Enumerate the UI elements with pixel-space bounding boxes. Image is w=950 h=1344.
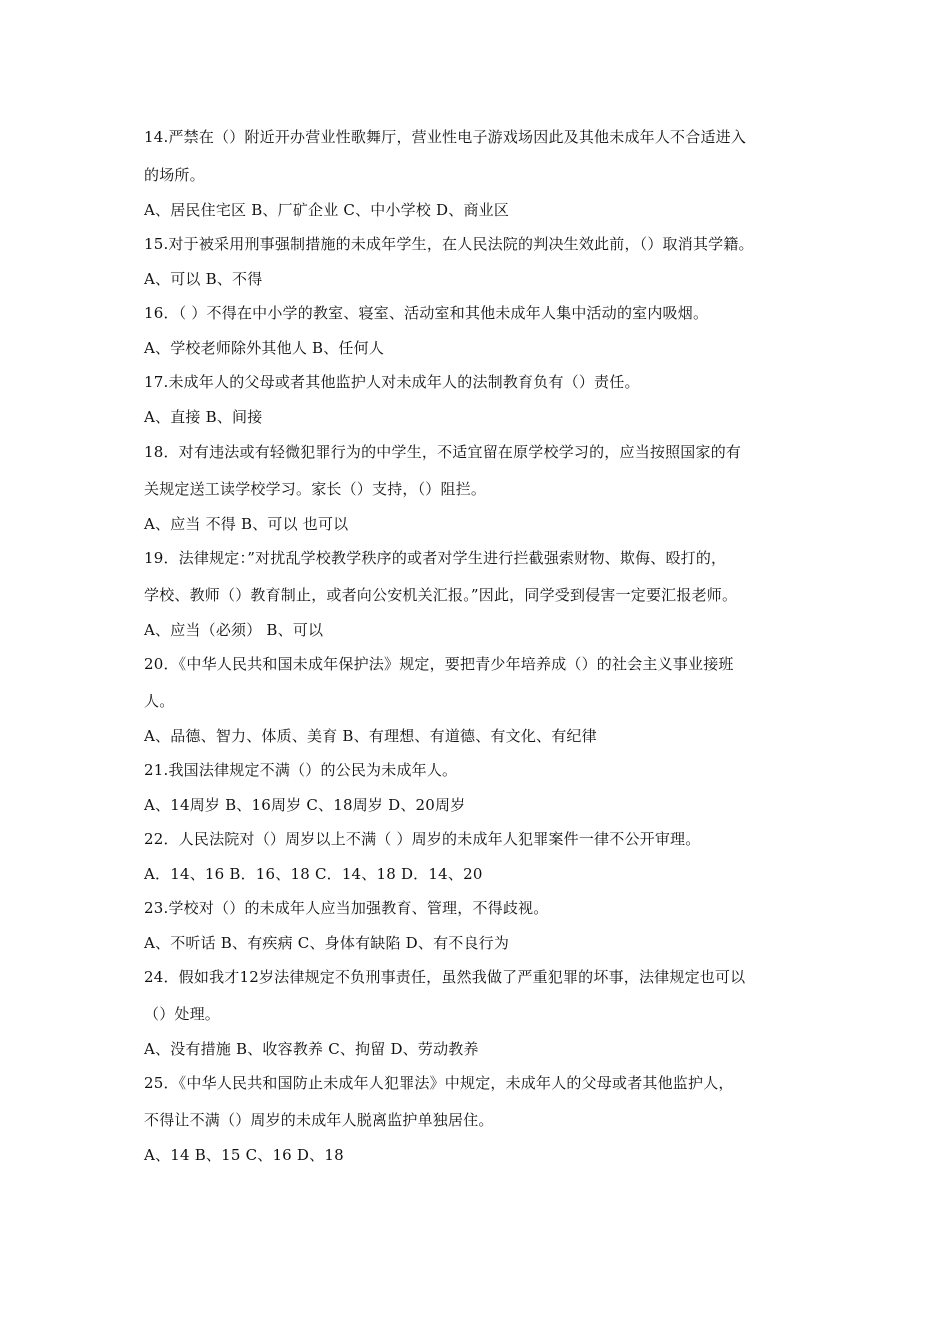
question-17-text: 17.未成年人的父母或者其他监护人对未成年人的法制教育负有（）责任。 — [144, 373, 640, 391]
question-25-options: A、14 B、15 C、16 D、18 — [144, 1146, 344, 1164]
question-25-text: 25．《中华人民共和国防止未成年人犯罪法》中规定，未成年人的父母或者其他监护人， — [144, 1074, 734, 1092]
question-22-options: A．14、16 B．16、18 C．14、18 D．14、20 — [144, 865, 483, 883]
question-20-text-cont: 人。 — [144, 692, 175, 710]
question-24-text: 24．假如我才12岁法律规定不负刑事责任，虽然我做了严重犯罪的坏事，法律规定也可以 — [144, 968, 746, 986]
question-21-text: 21.我国法律规定不满（）的公民为未成年人。 — [144, 761, 458, 779]
question-14-text-cont: 的场所。 — [144, 166, 205, 184]
question-23-text: 23.学校对（）的未成年人应当加强教育、管理，不得歧视。 — [144, 899, 549, 917]
question-18-options: A、应当 不得 B、可以 也可以 — [144, 515, 349, 533]
question-22-text: 22．人民法院对（）周岁以上不满（ ）周岁的未成年人犯罪案件一律不公开审理。 — [144, 830, 701, 848]
question-25-text-cont: 不得让不满（）周岁的未成年人脱离监护单独居住。 — [144, 1111, 494, 1129]
question-16-options: A、学校老师除外其他人 B、任何人 — [144, 339, 385, 357]
question-17-options: A、直接 B、间接 — [144, 408, 263, 426]
question-18-text-cont: 关规定送工读学校学习。家长（）支持，（）阻拦。 — [144, 480, 487, 498]
question-21-options: A、14周岁 B、16周岁 C、18周岁 D、20周岁 — [144, 796, 466, 814]
question-14-text: 14.严禁在（）附近开办营业性歌舞厅，营业性电子游戏场因此及其他未成年人不合适进入 — [144, 128, 747, 146]
question-24-options: A、没有措施 B、收容教养 C、拘留 D、劳动教养 — [144, 1040, 479, 1058]
question-15-options: A、可以 B、不得 — [144, 270, 263, 288]
question-18-text: 18．对有违法或有轻微犯罪行为的中学生，不适宜留在原学校学习的，应当按照国家的有 — [144, 443, 742, 461]
question-19-options: A、应当（必须） B、可以 — [144, 621, 324, 639]
question-19-text: 19．法律规定：”对扰乱学校教学秩序的或者对学生进行拦截强索财物、欺侮、殴打的， — [144, 549, 727, 567]
question-23-options: A、不听话 B、有疾病 C、身体有缺陷 D、有不良行为 — [144, 934, 510, 952]
question-16-text: 16．（ ）不得在中小学的教室、寝室、活动室和其他未成年人集中活动的室内吸烟。 — [144, 304, 709, 322]
question-14-options: A、居民住宅区 B、厂矿企业 C、中小学校 D、商业区 — [144, 201, 510, 219]
question-19-text-cont: 学校、教师（）教育制止，或者向公安机关汇报。”因此，同学受到侵害一定要汇报老师。 — [144, 586, 738, 604]
question-20-options: A、品德、智力、体质、美育 B、有理想、有道德、有文化、有纪律 — [144, 727, 597, 745]
question-24-text-cont: （）处理。 — [144, 1005, 221, 1023]
question-20-text: 20．《中华人民共和国未成年保护法》规定，要把青少年培养成（）的社会主义事业接班 — [144, 655, 734, 673]
question-15-text: 15.对于被采用刑事强制措施的未成年学生，在人民法院的判决生效此前，（）取消其学籍。 — [144, 235, 754, 253]
